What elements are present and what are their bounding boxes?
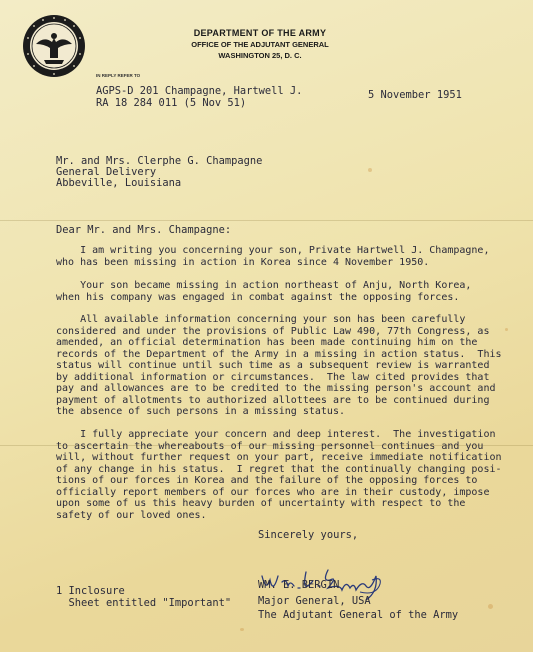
department-of-defense-seal (22, 14, 86, 78)
recipient-line-3: Abbeville, Louisiana (56, 177, 182, 189)
body-paragraph-2: Your son became missing in action northeast of Anju, North Korea, when his company was engaged in combat against the opposing forces. (56, 280, 472, 303)
reference-line-1: AGPS-D 201 Champagne, Hartwell J. (96, 85, 303, 97)
salutation: Dear Mr. and Mrs. Champagne: (56, 224, 232, 236)
letterhead-city: WASHINGTON 25, D. C. (218, 51, 302, 60)
paper-stain (368, 168, 372, 172)
refer-label: IN REPLY REFER TO (96, 73, 141, 78)
paper-fold-line (0, 220, 533, 221)
recipient-name: Mr. and Mrs. Clerphe G. Champagne (56, 155, 263, 167)
recipient-line-2: General Delivery (56, 166, 157, 178)
reference-line-2: RA 18 284 011 (5 Nov 51) (96, 97, 247, 109)
body-paragraph-4: I fully appreciate your concern and deep interest. The investigation to ascertain the whereabouts of our missing personnel continues and you will, without further request on your part, receive immediate notification of any change in his status. I regret that the continually changing posi- tions of our forces in Korea and the failure of the opposing forces to officially report members of our forces who are in their custody, impose upon some of us this heavy burden of uncertainty with respect to the safety of our loved ones. (56, 429, 502, 521)
letterhead-office: OFFICE OF THE ADJUTANT GENERAL (191, 40, 329, 49)
body-paragraph-1: I am writing you concerning your son, Private Hartwell J. Champagne, who has been missing in action in Korea since 4 November 1950. (56, 245, 490, 268)
body-paragraph-3: All available information concerning your son has been carefully considered and under the provisions of Public Law 490, 77th Congress, as amended, an official determination has been made continuing him on the records of the Department of the Army in a missing in action status. This status will continue until such time as a subsequent review is warranted by additional information or circumstances. The law cited provides that pay and allowances are to be credited to the missing person's account and payment of allotments to authorized allottees are to be continued during the absence of such persons in a missing status. (56, 314, 502, 417)
signer-name: WM. E. BERGIN (258, 579, 340, 591)
enclosure-description: Sheet entitled "Important" (56, 597, 232, 609)
paper-stain (505, 328, 508, 331)
paper-stain (240, 628, 244, 631)
signer-title: The Adjutant General of the Army (258, 609, 459, 621)
closing: Sincerely yours, (258, 529, 359, 541)
letterhead-org: DEPARTMENT OF THE ARMY (193, 28, 327, 38)
letter-date: 5 November 1951 (368, 89, 462, 101)
paper-stain (488, 604, 493, 609)
enclosure-count: 1 Inclosure (56, 585, 125, 597)
signer-rank: Major General, USA (258, 595, 371, 607)
